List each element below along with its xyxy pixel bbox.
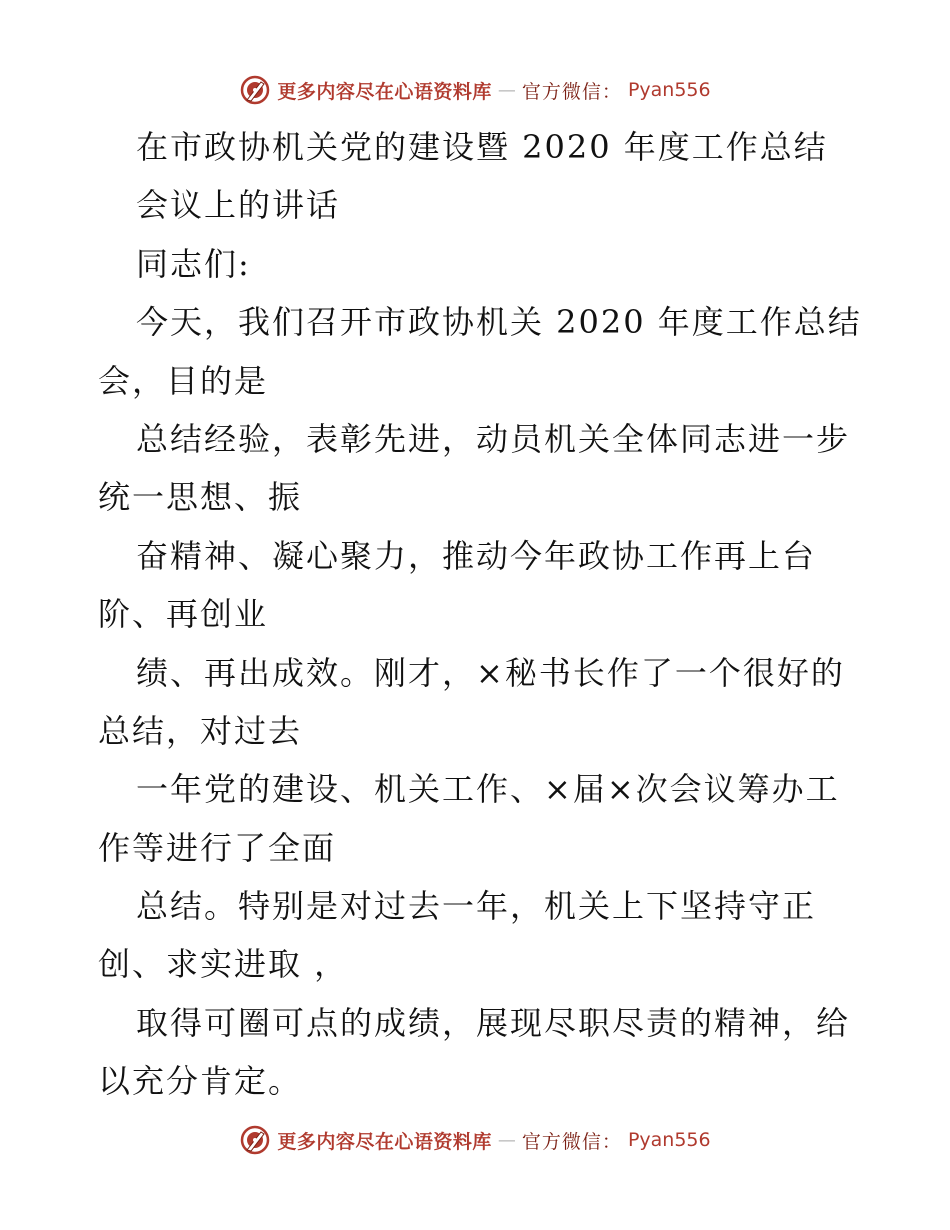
footer-watermark bbox=[0, 1118, 950, 1162]
paragraph-line: 一年党的建设、机关工作、×届×次会议筹办工 bbox=[136, 770, 840, 809]
paragraph-line: 总结经验，表彰先进，动员机关全体同志进一步 bbox=[136, 419, 851, 458]
paragraph-line: 今天，我们召开市政协机关 2020 年度工作总结 bbox=[136, 303, 862, 342]
watermark-separator: — bbox=[497, 79, 516, 101]
paragraph-line: 绩、再出成效。刚才，×秘书长作了一个很好的 bbox=[136, 653, 845, 692]
paragraph-line: 阶、再创业 bbox=[98, 595, 269, 634]
document-title-line-1: 在市政协机关党的建设暨 2020 年度工作总结 bbox=[136, 128, 828, 166]
paragraph-line: 会，目的是 bbox=[98, 361, 269, 400]
document-title-line-2: 会议上的讲话 bbox=[136, 186, 341, 225]
watermark-separator: — bbox=[497, 1129, 516, 1151]
paragraph-line: 创、求实进取 ， bbox=[98, 945, 349, 984]
quill-seal-icon bbox=[239, 1124, 271, 1156]
paragraph-line: 取得可圈可点的成绩，展现尽职尽责的精神，给 bbox=[136, 1003, 851, 1042]
salutation: 同志们: bbox=[136, 244, 251, 283]
paragraph-line: 以充分肯定。 bbox=[98, 1062, 303, 1101]
paragraph-line: 作等进行了全面 bbox=[98, 828, 337, 867]
quill-seal-icon bbox=[239, 74, 271, 106]
watermark-label: 官方微信： bbox=[521, 80, 622, 103]
paragraph-line: 总结，对过去 bbox=[98, 711, 303, 750]
header-watermark bbox=[0, 68, 950, 112]
document-body bbox=[98, 118, 862, 1111]
watermark-account-id: Pyan556 bbox=[627, 1129, 711, 1151]
watermark-account-id: Pyan556 bbox=[627, 79, 711, 101]
paragraph-line: 总结。特别是对过去一年，机关上下坚持守正 bbox=[136, 887, 817, 926]
paragraph-line: 统一思想、振 bbox=[98, 478, 303, 517]
watermark-brand-text: 更多内容尽在心语资料库 bbox=[277, 80, 492, 103]
watermark-label: 官方微信： bbox=[521, 1130, 622, 1153]
paragraph-line: 奋精神、凝心聚力，推动今年政协工作再上台 bbox=[136, 536, 817, 575]
watermark-brand-text: 更多内容尽在心语资料库 bbox=[277, 1130, 492, 1153]
